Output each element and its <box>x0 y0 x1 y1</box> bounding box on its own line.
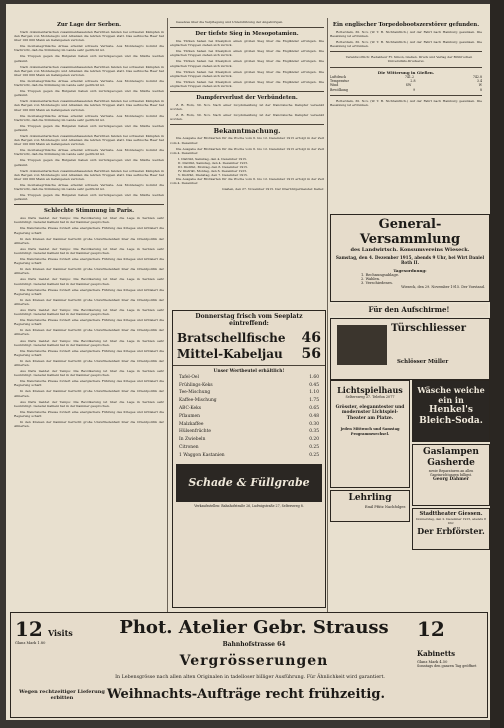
article-paragraph: In den Kreisen der Kammer herrscht große Unzufriedenheit über die Orientpolitik der Alliierten. <box>14 420 164 429</box>
ad-agenda-item: 3. Verschiedenes. <box>361 280 393 285</box>
ad-text: Wegen rechtzeitiger Lieferung erbitten <box>19 688 105 701</box>
ad-footer: Verkaufsstellen: Bahnhofstraße 26, Ludwigstraße 27, Seltersweg 8. <box>194 503 304 508</box>
ad-schade-fuellgrabe <box>172 310 326 608</box>
ad-heading: Türschliesser <box>391 323 467 334</box>
offer-row: Frühlings-Keks 0.45 <box>179 382 319 388</box>
ad-aufschirme <box>330 304 488 316</box>
column-right <box>330 20 482 220</box>
ad-heading: Lehrling <box>348 493 392 503</box>
article-paragraph: Die französische Presse fordert eine energischere Führung des Krieges und kritisiert die Regierung scharf. <box>14 348 164 357</box>
ad-heading: Gaslampen Gasherde <box>423 447 479 468</box>
article-paragraph: Die montenegrinische Armee erleidet schwere Verluste. Aus Montenegro kommt die Nachricht, daß die Stimmung im Lande sehr gedrückt ist. <box>14 148 164 157</box>
article-paragraph: Rotterdam, 30. Nov. (W. T. B. Nichtamtlich.) Auf der Fahrt nach Hamburg gesunken. Die Besatzung ist ertrunken. <box>330 40 482 49</box>
article-title: Der tiefste Sieg in Mesopotamien. <box>195 31 299 38</box>
article-paragraph: Aus Paris meldet der Temps: Die Bevölkerung ist über die Lage in Serbien sehr beunruhigt. General Gallieni hat in der Kammer gesprochen. <box>14 246 164 255</box>
kabinetts-label: Kabinetts <box>417 649 456 658</box>
article-paragraph: In den Kreisen der Kammer herrscht große Unzufriedenheit über die Orientpolitik der Alliierten. <box>14 236 164 245</box>
ad-text: Donnerstag, den 2. Dezember 1915, abends 8 Uhr. <box>416 517 486 525</box>
article-paragraph: Die französische Presse fordert eine energischere Führung des Krieges und kritisiert die Regierung scharf. <box>14 318 164 327</box>
ad-lichtspielhaus <box>330 380 410 488</box>
ad-signature: Emil Pfütz Nachfolger. <box>364 505 406 509</box>
opening-note: Sonntags den ganzen Tag geöffnet <box>417 664 477 668</box>
ad-heading: Henkel's Bleich-Soda. <box>419 405 483 426</box>
article-paragraph: Die französische Presse fordert eine energischere Führung des Krieges und kritisiert die Regierung scharf. <box>14 409 164 418</box>
list-item: II. Distrikt, Samstag, den 4. Dezember 1915. <box>178 160 249 165</box>
article-paragraph: Aus Paris meldet der Temps: Die Bevölkerung ist über die Lage in Serbien sehr beunruhigt. General Gallieni hat in der Kammer gesprochen. <box>14 277 164 286</box>
column-rule <box>167 18 168 618</box>
ad-text: Seltersweg 37. Telefon 2077 <box>345 395 395 399</box>
article-paragraph: Die französische Presse fordert eine energischere Führung des Krieges und kritisiert die Regierung scharf. <box>14 379 164 388</box>
list-item: V. Distrikt, Dienstag, den 7. Dezember 1915. <box>178 173 248 178</box>
offer-row: In Zwiebeln 0.20 <box>179 437 319 443</box>
ad-agenda-title: Tagesordnung: <box>393 267 427 273</box>
article-title: Bekanntmachung. <box>213 127 281 136</box>
article-paragraph: Rotterdam, 30. Nov. (W. T. B. Nichtamtlich.) Auf der Fahrt nach Hamburg gesunken. Die Besatzung ist ertrunken. <box>330 99 482 108</box>
ad-date: Samstag, den 4. Dezember 1915, abends 9 Uhr, bei Wirt Daniel Roth II. <box>335 255 485 266</box>
article-title: Ein englischer Torpedobootszerstörer gefunden. <box>332 22 480 28</box>
article-paragraph: Aus Paris meldet der Temps: Die Bevölkerung ist über die Lage in Serbien sehr beunruhigt. General Gallieni hat in der Kammer gesprochen. <box>14 369 164 378</box>
page-edge <box>490 0 504 728</box>
weather-row: Luftdruck 741.2 742.8 <box>330 74 482 79</box>
ad-tuerschliesser <box>330 318 490 380</box>
article-paragraph: Die Truppen gegen die Bulgaren haben sich zurückgezogen und die Städte werden geräumt. <box>14 123 164 132</box>
visits-number: 12 <box>15 617 43 641</box>
article-paragraph: Die Truppen gegen die Bulgaren haben sich zurückgezogen und die Städte werden geräumt. <box>14 89 164 98</box>
article-paragraph: Nach dokumentarischen zusammenfassenden Berichten fanden bei schweren Kämpfen in den Bergen von Montenegro und Albanien die letzten Truppen statt. Das serbische Heer hat über 100 000 Mann an Gefangenen verloren. <box>14 30 164 43</box>
offer-title: Unser Wertbeutel erhältlich! <box>213 368 285 374</box>
ad-lehrling <box>330 490 410 522</box>
ad-photo-atelier <box>10 612 488 718</box>
visits-label: Visits <box>47 628 73 638</box>
kabinetts-number: 12 <box>417 617 445 641</box>
ad-agenda-item: 2. Wahlen. <box>361 276 381 281</box>
offer-row: Tafel-Oel 1.60 <box>179 374 319 380</box>
article-paragraph: Aus Paris meldet der Temps: Die Bevölkerung ist über die Lage in Serbien sehr beunruhigt. General Gallieni hat in der Kammer gesprochen. <box>14 307 164 317</box>
offer-row: 1 Waggon Kastanien 0.25 <box>179 452 319 458</box>
product-name: Bratschellfische <box>177 330 286 345</box>
ad-agenda-item: 1. Rechnungsablage. <box>361 272 400 277</box>
article-paragraph: Nach dokumentarischen zusammenfassenden Berichten fanden bei schweren Kämpfen in den Bergen von Montenegro und Albanien die letzten Truppen statt. Das serbische Heer hat über 100 000 Mann an Gefangenen verloren. <box>14 133 164 147</box>
ad-subtitle: des Landwirtsch. Konsumvereins Wieseck. <box>350 247 470 253</box>
offer-row: ABC-Keks 0.65 <box>179 406 319 411</box>
atelier-name: Phot. Atelier Gebr. Strauss <box>119 617 389 638</box>
offer-row: Pflaumen 0.48 <box>179 413 319 419</box>
article-paragraph: Nach dokumentarischen zusammenfassenden Berichten fanden bei schweren Kämpfen in den Bergen von Montenegro und Albanien die letzten Truppen statt. Das serbische Heer hat über 100 000 Mann an Gefangenen verloren. <box>14 168 164 181</box>
article-paragraph: Die Türken haben bei Ktesiphon einen großen Sieg über die Engländer errungen. Die englischen Truppen ziehen sich zurück. <box>170 59 324 68</box>
offer-row: Citronen 0.25 <box>179 444 319 450</box>
article-paragraph: In den Kreisen der Kammer herrscht große Unzufriedenheit über die Orientpolitik der Alliierten. <box>14 267 164 276</box>
ad-general-versammlung <box>330 214 490 302</box>
article-paragraph: Die Türken haben bei Ktesiphon einen großen Sieg über die Engländer errungen. Die englischen Truppen ziehen sich zurück. <box>170 69 324 78</box>
ad-heading: Wäsche weiche ein in <box>417 385 485 405</box>
article-paragraph: Z. B. Rom, 30. Nov. Nach einer Lloydsmeldung ist der französische Dampfer versenkt worden. <box>170 113 324 122</box>
article-paragraph: Nach dokumentarischen zusammenfassenden Berichten fanden bei schweren Kämpfen in den Bergen von Montenegro und Albanien die letzten Truppen statt. Das serbische Heer hat über 100 000 Mann an Gefangenen verloren. <box>14 99 164 112</box>
article-paragraph: Rotterdam, 30. Nov. (W. T. B. Nichtamtlich.) Auf der Fahrt nach Hamburg gesunken. Die Besatzung ist ertrunken. <box>330 30 482 39</box>
ad-henkel <box>412 380 490 442</box>
vergroesserungen-heading: Vergrösserungen <box>179 653 329 669</box>
offer-row: Kaffee-Mischung 1.75 <box>179 398 319 404</box>
article-paragraph: Die Ausgabe der Brotkarten für die Woche vom 6. bis 12. Dezember 1915 erfolgt in der Zeit vom 4. Dezember. <box>170 177 324 186</box>
article-title: Dampferverlust der Verbündeten. <box>196 95 298 102</box>
product-image <box>337 325 387 365</box>
ad-heading: Der Erbförster. <box>417 525 485 536</box>
newspaper-page <box>6 4 490 720</box>
ad-gaslampen <box>412 444 490 506</box>
imprint: Verantwortlich: Redakteur Fr. Simon, Gießen. Druck und Verlag der Brühl'schen Universitäts-Druckerei. <box>345 55 473 64</box>
ad-headline: Weihnachts-Aufträge recht frühzeitig. <box>107 687 385 702</box>
ad-signature: Wieseck, den 29. November 1915. Der Vorstand. <box>401 284 485 289</box>
kabinetts-price: Glanz Mark 4.50 <box>417 660 448 664</box>
list-item: IV. Distrikt, Montag, den 6. Dezember 1915. <box>178 169 248 174</box>
article-paragraph: Die montenegrinische Armee erleidet schwere Verluste. Aus Montenegro kommt die Nachricht, daß die Stimmung im Lande sehr gedrückt ist. <box>14 113 164 122</box>
ad-title: General-Versammlung <box>359 217 461 247</box>
article-paragraph: Die französische Presse fordert eine energischere Führung des Krieges und kritisiert die Regierung scharf. <box>14 257 164 266</box>
weather-title: Die Witterung in Gießen. <box>377 69 435 75</box>
article-paragraph: In den Kreisen der Kammer herrscht große Unzufriedenheit über die Orientpolitik der Alliierten. <box>14 328 164 337</box>
ad-heading: Stadttheater Giessen. <box>419 511 483 517</box>
offer-row: Malzkaffee 0.30 <box>179 421 319 427</box>
article-title: Schlechte Stimmung in Paris. <box>44 208 134 215</box>
article-paragraph: Aus Paris meldet der Temps: Die Bevölkerung ist über die Lage in Serbien sehr beunruhigt. General Gallieni hat in der Kammer gesprochen. <box>14 399 164 408</box>
article-paragraph: Die montenegrinische Armee erleidet schwere Verluste. Aus Montenegro kommt die Nachricht, daß die Stimmung im Lande sehr gedrückt ist. <box>14 44 164 53</box>
ad-text: Grösster, eleganntester und modernster Lichtspiel-Theater am Platze. <box>335 405 405 421</box>
ad-text: Jeden Mittwoch und Samstag Programmwechsel. <box>340 427 400 436</box>
list-item: III. Distrikt, Montag, den 6. Dezember 1915. <box>178 164 249 169</box>
article-paragraph: Die Ausgabe der Brotkarten für die Woche vom 6. bis 12. Dezember 1915 erfolgt in der Zeit vom 4. Dezember. <box>170 136 324 145</box>
visits-price: Glanz Mark 1.80 <box>15 641 46 645</box>
ad-text: In Lebensgrösse nach allen alten Originalen in tadelloser billiger Ausführung. Für Ähnlichkeit wird garantiert. <box>115 675 385 680</box>
ad-heading: Schlösser Müller <box>397 359 449 365</box>
brand-name: Schade & Füllgrabe <box>188 476 310 490</box>
product-price: 46 <box>301 329 321 346</box>
article-paragraph: Aus Paris meldet der Temps: Die Bevölkerung ist über die Lage in Serbien sehr beunruhigt. General Gallieni hat in der Kammer gesprochen. <box>14 338 164 347</box>
signature: Gießen, den 27. November 1915. Der Oberbürgermeister. Keller. <box>222 187 324 192</box>
article-paragraph: Die montenegrinische Armee erleidet schwere Verluste. Aus Montenegro kommt die Nachricht, daß die Stimmung im Lande sehr gedrückt ist. <box>14 78 164 88</box>
column-middle <box>170 20 324 320</box>
article-paragraph: Die montenegrinische Armee erleidet schwere Verluste. Aus Montenegro kommt die Nachricht, daß die Stimmung im Lande sehr gedrückt ist. <box>14 182 164 191</box>
article-paragraph: Die Türken haben bei Ktesiphon einen großen Sieg über die Engländer errungen. Die englischen Truppen ziehen sich zurück. <box>170 79 324 88</box>
ad-text: sowie Reparaturen an allen Gaseinrichtungen billigst. <box>428 469 474 477</box>
article-paragraph: Die Truppen gegen die Bulgaren haben sich zurückgezogen und die Städte werden geräumt. <box>14 54 164 63</box>
product-price: 56 <box>301 345 321 362</box>
article-paragraph: In den Kreisen der Kammer herrscht große Unzufriedenheit über die Orientpolitik der Alliierten. <box>14 358 164 367</box>
article-paragraph: Die Truppen gegen die Bulgaren haben sich zurückgezogen und die Städte werden geräumt. <box>14 193 164 202</box>
offer-row: Tee-Mischung 1.10 <box>179 390 319 396</box>
article-paragraph: In den Kreisen der Kammer herrscht große Unzufriedenheit über die Orientpolitik der Alliierten. <box>14 389 164 398</box>
article-paragraph: Aus Paris meldet der Temps: Die Bevölkerung ist über die Lage in Serbien sehr beunruhigt. General Gallieni hat in der Kammer gesprochen. <box>14 216 164 225</box>
product-name: Mittel-Kabeljau <box>177 346 283 361</box>
ad-heading: Lichtspielhaus <box>337 385 403 395</box>
weather-row: Temperatur 2.8 3.4 <box>330 79 482 84</box>
article-paragraph: Die Türken haben bei Ktesiphon einen großen Sieg über die Engländer errungen. Die englischen Truppen ziehen sich zurück. <box>170 49 324 58</box>
article-paragraph: Die französische Presse fordert eine energischere Führung des Krieges und kritisiert die Regierung scharf. <box>14 226 164 235</box>
column-left <box>14 20 164 620</box>
ad-intro: Donnerstag frisch vom Seeplatz eintreffend: <box>195 313 303 328</box>
offer-row: Hülsenfrüchte 0.35 <box>179 429 319 435</box>
ad-stadttheater <box>412 508 490 550</box>
article-paragraph: Die französische Presse fordert eine energischere Führung des Krieges und kritisiert die Regierung scharf. <box>14 287 164 296</box>
column-rule <box>327 18 328 618</box>
atelier-address: Bahnhofstrasse 64 <box>222 641 286 648</box>
ad-signature: Georg Dahmer <box>433 477 469 482</box>
article-paragraph: Die Ausgabe der Brotkarten für die Woche vom 6. bis 12. Dezember 1915 erfolgt in der Zeit vom 4. Dezember. <box>170 146 324 155</box>
article-paragraph: Nach dokumentarischen zusammenfassenden Berichten fanden bei schweren Kämpfen in den Bergen von Montenegro und Albanien die letzten Truppen statt. Das serbische Heer hat über 100 000 Mann an Gefangenen verloren. <box>14 64 164 77</box>
weather-row: Wind SW W <box>330 83 482 88</box>
article-paragraph: Die Truppen gegen die Bulgaren haben sich zurückgezogen und die Städte werden geräumt. <box>14 158 164 167</box>
ad-heading: Für den Aufschirme! <box>368 305 450 314</box>
article-paragraph: In den Kreisen der Kammer herrscht große Unzufriedenheit über die Orientpolitik der Alliierten. <box>14 297 164 306</box>
article-paragraph: Die Türken haben bei Ktesiphon einen großen Sieg über die Engländer errungen. Die englischen Truppen ziehen sich zurück. <box>170 39 324 48</box>
brand-banner <box>176 464 322 502</box>
article-title: Zur Lage der Serben. <box>56 22 121 28</box>
weather-row: Bewölkung 9 8 <box>330 87 482 92</box>
list-item: I. Distrikt, Samstag, den 4. Dezember 1915. <box>178 156 248 161</box>
article-paragraph: Z. B. Rom, 30. Nov. Nach einer Lloydsmeldung ist der französische Dampfer versenkt worden. <box>170 103 324 112</box>
article-paragraph: Gesetzes über die Verpflegung und Unterstützung der Angehörigen. <box>176 20 284 24</box>
